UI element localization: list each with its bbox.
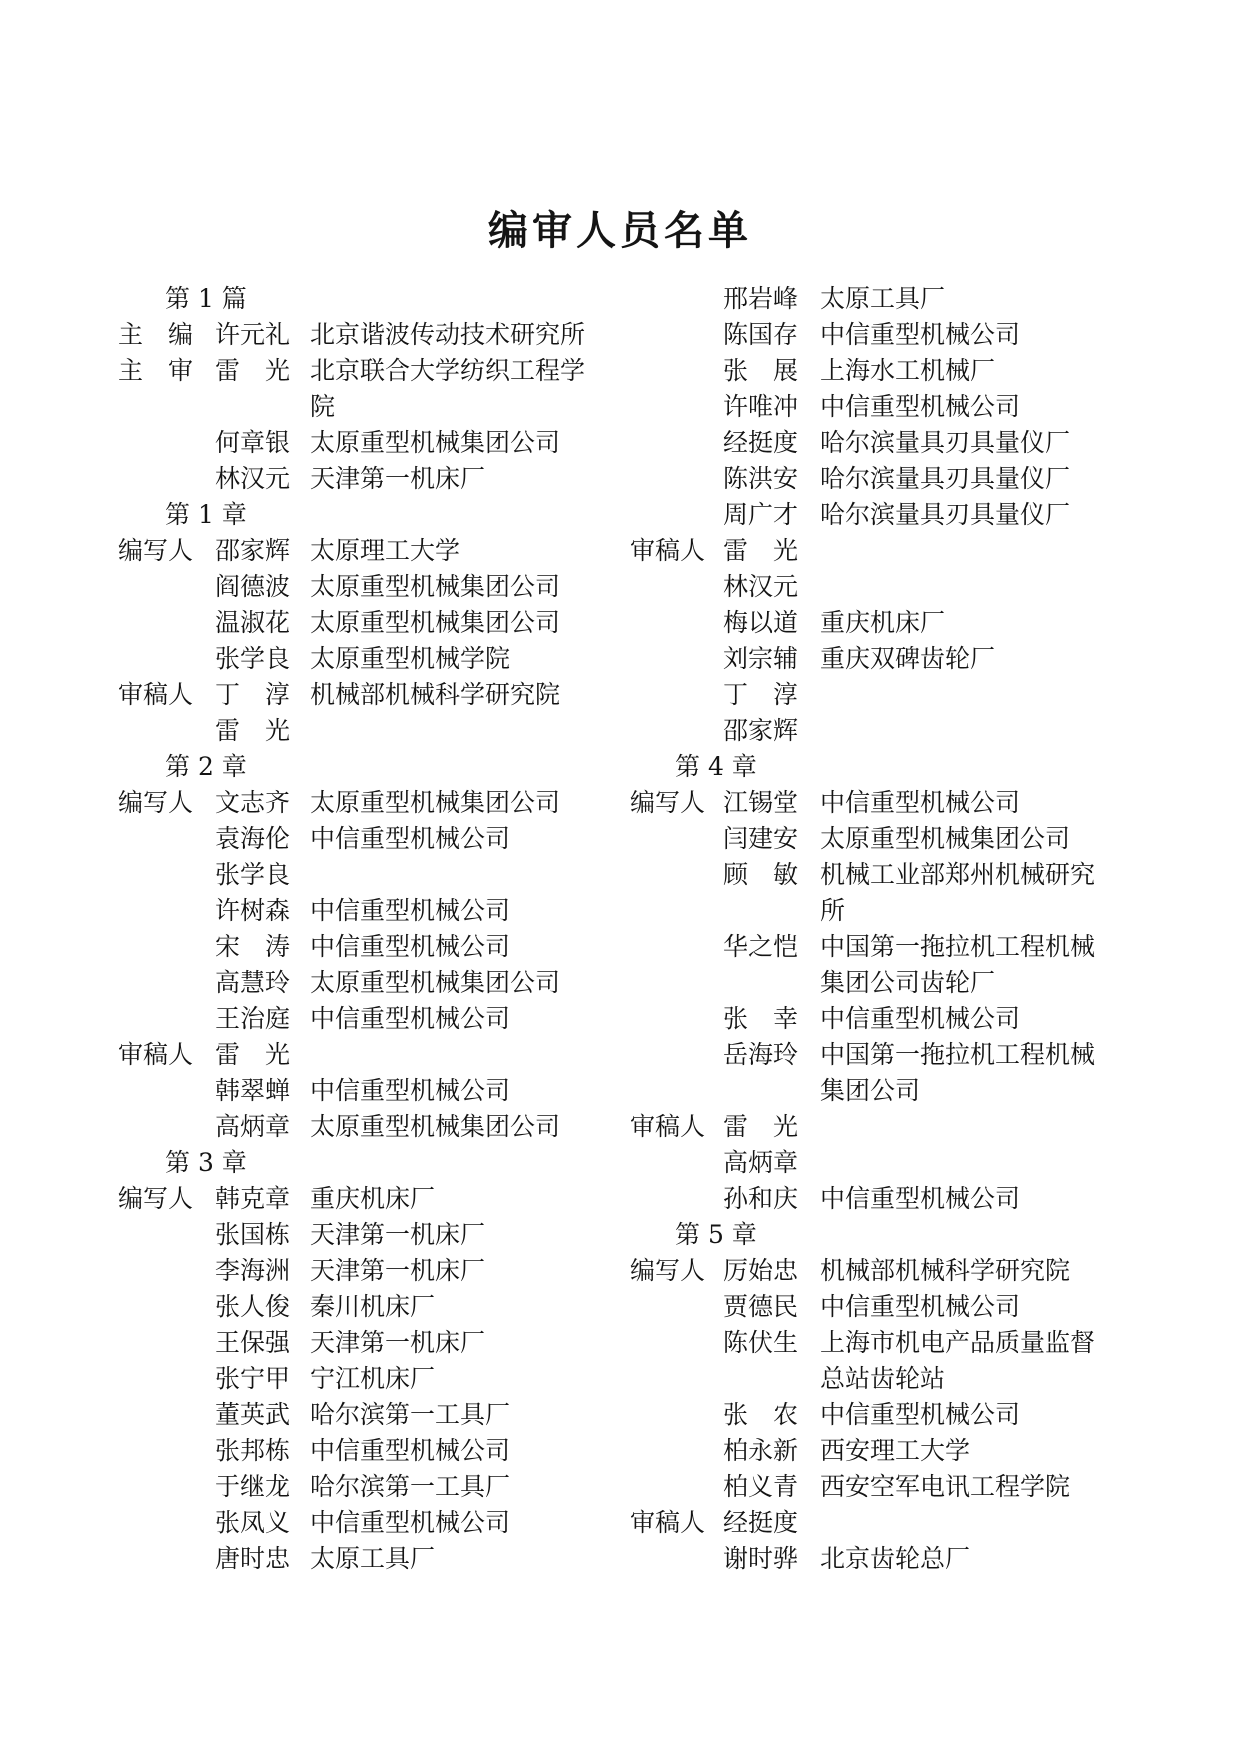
role-label bbox=[118, 461, 215, 497]
person-name: 雷 光 bbox=[723, 1112, 799, 1141]
role-label: 审稿人 bbox=[118, 1040, 194, 1069]
role-label bbox=[118, 389, 215, 425]
person-row bbox=[630, 1289, 1135, 1325]
role-label bbox=[118, 569, 215, 605]
role-label bbox=[630, 1001, 723, 1037]
person-row bbox=[118, 1541, 600, 1577]
role-label bbox=[118, 641, 215, 677]
person-name: 袁海伦 bbox=[215, 824, 291, 853]
organization: 秦川机床厂 bbox=[310, 1292, 436, 1321]
person-row bbox=[630, 389, 1135, 425]
role-label bbox=[630, 857, 723, 893]
person-row bbox=[630, 533, 1135, 569]
person-row bbox=[118, 1397, 600, 1433]
person-name: 许树森 bbox=[215, 896, 291, 925]
person-name: 柏义青 bbox=[723, 1472, 799, 1501]
person-name: 张国栋 bbox=[215, 1220, 291, 1249]
organization: 太原重型机械集团公司 bbox=[310, 1112, 561, 1141]
organization: 重庆双碑齿轮厂 bbox=[820, 644, 996, 673]
role-label bbox=[118, 1469, 215, 1505]
organization: 中信重型机械公司 bbox=[820, 788, 1021, 817]
person-name: 林汉元 bbox=[215, 464, 291, 493]
person-name: 韩翠蝉 bbox=[215, 1076, 291, 1105]
person-name: 张凤义 bbox=[215, 1508, 291, 1537]
person-row bbox=[118, 1505, 600, 1541]
role-label bbox=[630, 1397, 723, 1433]
person-name: 周广才 bbox=[723, 500, 799, 529]
person-row bbox=[630, 1253, 1135, 1289]
person-row bbox=[118, 1469, 600, 1505]
person-row bbox=[630, 1145, 1135, 1181]
role-label bbox=[118, 1217, 215, 1253]
organization: 上海水工机械厂 bbox=[820, 356, 996, 385]
organization bbox=[820, 1505, 1135, 1541]
person-row bbox=[630, 1109, 1135, 1145]
organization bbox=[820, 569, 1135, 605]
person-name: 邵家辉 bbox=[215, 536, 291, 565]
organization: 院 bbox=[310, 392, 336, 421]
person-row bbox=[630, 497, 1135, 533]
person-row bbox=[118, 641, 600, 677]
person-row bbox=[118, 1433, 600, 1469]
organization: 太原工具厂 bbox=[820, 284, 946, 313]
left-column bbox=[118, 281, 600, 1577]
person-row bbox=[118, 965, 600, 1001]
organization: 太原重型机械集团公司 bbox=[820, 824, 1071, 853]
chapter-heading: 第 4 章 bbox=[675, 752, 757, 781]
person-row bbox=[118, 1037, 600, 1073]
organization: 天津第一机床厂 bbox=[310, 464, 486, 493]
person-row bbox=[630, 281, 1135, 317]
role-label bbox=[118, 1253, 215, 1289]
role-label bbox=[118, 857, 215, 893]
person-row bbox=[630, 605, 1135, 641]
organization: 太原重型机械集团公司 bbox=[310, 788, 561, 817]
person-name: 柏永新 bbox=[723, 1436, 799, 1465]
person-row bbox=[630, 317, 1135, 353]
role-label bbox=[630, 353, 723, 389]
role-label bbox=[630, 317, 723, 353]
person-name bbox=[723, 893, 820, 929]
organization bbox=[820, 1109, 1135, 1145]
person-row bbox=[630, 1469, 1135, 1505]
role-label bbox=[118, 1541, 215, 1577]
organization: 中信重型机械公司 bbox=[310, 824, 511, 853]
person-row bbox=[630, 1433, 1135, 1469]
person-row bbox=[118, 317, 600, 353]
person-row bbox=[630, 461, 1135, 497]
role-label bbox=[118, 1073, 215, 1109]
role-label bbox=[630, 569, 723, 605]
role-label bbox=[630, 461, 723, 497]
person-row bbox=[118, 1001, 600, 1037]
organization: 天津第一机床厂 bbox=[310, 1220, 486, 1249]
person-name: 唐时忠 bbox=[215, 1544, 291, 1573]
person-name: 丁 淳 bbox=[215, 680, 291, 709]
organization: 西安空军电讯工程学院 bbox=[820, 1472, 1071, 1501]
person-name: 雷 光 bbox=[215, 1040, 291, 1069]
person-name: 顾 敏 bbox=[723, 860, 799, 889]
person-row bbox=[630, 1505, 1135, 1541]
organization: 太原重型机械集团公司 bbox=[310, 968, 561, 997]
role-label bbox=[630, 677, 723, 713]
organization: 集团公司 bbox=[820, 1076, 921, 1105]
person-row bbox=[630, 821, 1135, 857]
role-label bbox=[630, 893, 723, 929]
role-label bbox=[630, 425, 723, 461]
person-row bbox=[118, 713, 600, 749]
person-row bbox=[630, 1541, 1135, 1577]
organization: 北京联合大学纺织工程学 bbox=[310, 356, 586, 385]
role-label bbox=[118, 1361, 215, 1397]
organization: 机械部机械科学研究院 bbox=[310, 680, 561, 709]
person-name: 董英武 bbox=[215, 1400, 291, 1429]
organization: 所 bbox=[820, 896, 846, 925]
organization: 天津第一机床厂 bbox=[310, 1256, 486, 1285]
person-name: 经挺度 bbox=[723, 1508, 799, 1537]
role-label bbox=[630, 965, 723, 1001]
role-label bbox=[630, 389, 723, 425]
organization: 哈尔滨量具刃具量仪厂 bbox=[820, 500, 1071, 529]
person-row bbox=[630, 965, 1135, 1001]
right-column bbox=[630, 281, 1135, 1577]
person-row bbox=[630, 425, 1135, 461]
organization: 中国第一拖拉机工程机械 bbox=[820, 1040, 1096, 1069]
role-label bbox=[118, 1433, 215, 1469]
person-row bbox=[118, 569, 600, 605]
person-name bbox=[723, 965, 820, 1001]
person-row bbox=[118, 821, 600, 857]
person-row bbox=[630, 1181, 1135, 1217]
person-row bbox=[630, 1037, 1135, 1073]
person-name: 王治庭 bbox=[215, 1004, 291, 1033]
organization: 哈尔滨量具刃具量仪厂 bbox=[820, 428, 1071, 457]
person-name: 张宁甲 bbox=[215, 1364, 291, 1393]
person-row bbox=[118, 677, 600, 713]
chapter-heading: 第 2 章 bbox=[165, 752, 247, 781]
person-name: 林汉元 bbox=[723, 572, 799, 601]
person-name bbox=[723, 1361, 820, 1397]
role-label: 审稿人 bbox=[630, 536, 706, 565]
role-label bbox=[118, 1289, 215, 1325]
person-name: 许元礼 bbox=[215, 320, 291, 349]
chapter-heading: 第 1 章 bbox=[165, 500, 247, 529]
person-name: 陈伏生 bbox=[723, 1328, 799, 1357]
person-row bbox=[630, 1361, 1135, 1397]
role-label bbox=[118, 929, 215, 965]
person-row bbox=[118, 1073, 600, 1109]
person-name: 温淑花 bbox=[215, 608, 291, 637]
organization: 中信重型机械公司 bbox=[820, 1400, 1021, 1429]
role-label bbox=[630, 1289, 723, 1325]
person-row bbox=[118, 389, 600, 425]
person-name: 何章银 bbox=[215, 428, 291, 457]
person-row bbox=[118, 1109, 600, 1145]
organization: 中信重型机械公司 bbox=[310, 896, 511, 925]
person-name: 高炳章 bbox=[723, 1148, 799, 1177]
person-name: 宋 涛 bbox=[215, 932, 291, 961]
role-label bbox=[630, 497, 723, 533]
organization: 机械工业部郑州机械研究 bbox=[820, 860, 1096, 889]
organization bbox=[310, 713, 600, 749]
person-name: 高炳章 bbox=[215, 1112, 291, 1141]
person-name: 梅以道 bbox=[723, 608, 799, 637]
role-label: 主 编 bbox=[118, 320, 194, 349]
organization: 重庆机床厂 bbox=[310, 1184, 436, 1213]
role-label bbox=[630, 1361, 723, 1397]
role-label bbox=[118, 1397, 215, 1433]
organization: 哈尔滨量具刃具量仪厂 bbox=[820, 464, 1071, 493]
chapter-heading: 第 5 章 bbox=[675, 1220, 757, 1249]
person-row bbox=[118, 533, 600, 569]
person-row bbox=[118, 425, 600, 461]
role-label: 编写人 bbox=[118, 788, 194, 817]
person-name: 张 幸 bbox=[723, 1004, 799, 1033]
person-name: 陈洪安 bbox=[723, 464, 799, 493]
person-row bbox=[630, 353, 1135, 389]
person-row bbox=[118, 353, 600, 389]
person-row bbox=[630, 1325, 1135, 1361]
person-row bbox=[630, 569, 1135, 605]
role-label bbox=[118, 1505, 215, 1541]
organization: 中信重型机械公司 bbox=[310, 1076, 511, 1105]
organization: 中信重型机械公司 bbox=[310, 1508, 511, 1537]
role-label bbox=[630, 281, 723, 317]
role-label: 审稿人 bbox=[630, 1112, 706, 1141]
person-row bbox=[118, 1181, 600, 1217]
role-label bbox=[630, 1325, 723, 1361]
person-row bbox=[630, 641, 1135, 677]
person-row bbox=[630, 785, 1135, 821]
organization: 哈尔滨第一工具厂 bbox=[310, 1400, 511, 1429]
role-label bbox=[630, 1181, 723, 1217]
organization: 哈尔滨第一工具厂 bbox=[310, 1472, 511, 1501]
organization: 中信重型机械公司 bbox=[310, 1436, 511, 1465]
organization: 重庆机床厂 bbox=[820, 608, 946, 637]
role-label: 编写人 bbox=[630, 788, 706, 817]
person-name: 雷 光 bbox=[723, 536, 799, 565]
role-label bbox=[118, 1325, 215, 1361]
organization: 太原工具厂 bbox=[310, 1544, 436, 1573]
role-label bbox=[118, 965, 215, 1001]
organization: 太原重型机械集团公司 bbox=[310, 572, 561, 601]
organization: 上海市机电产品质量监督 bbox=[820, 1328, 1096, 1357]
organization: 太原重型机械集团公司 bbox=[310, 608, 561, 637]
organization: 北京谐波传动技术研究所 bbox=[310, 320, 586, 349]
person-name: 孙和庆 bbox=[723, 1184, 799, 1213]
person-row bbox=[630, 1073, 1135, 1109]
organization: 中信重型机械公司 bbox=[820, 1004, 1021, 1033]
person-name: 张 展 bbox=[723, 356, 799, 385]
person-name: 高慧玲 bbox=[215, 968, 291, 997]
chapter-heading: 第 3 章 bbox=[165, 1148, 247, 1177]
person-name: 张学良 bbox=[215, 860, 291, 889]
person-name: 谢时骅 bbox=[723, 1544, 799, 1573]
person-name: 江锡堂 bbox=[723, 788, 799, 817]
organization: 中信重型机械公司 bbox=[310, 1004, 511, 1033]
person-name: 文志齐 bbox=[215, 788, 291, 817]
person-row bbox=[118, 1217, 600, 1253]
role-label bbox=[630, 1037, 723, 1073]
role-label bbox=[630, 929, 723, 965]
person-name: 张人俊 bbox=[215, 1292, 291, 1321]
organization: 中信重型机械公司 bbox=[820, 1184, 1021, 1213]
person-name: 张 农 bbox=[723, 1400, 799, 1429]
person-name: 阎德波 bbox=[215, 572, 291, 601]
person-row bbox=[118, 605, 600, 641]
organization: 西安理工大学 bbox=[820, 1436, 971, 1465]
person-name: 韩克章 bbox=[215, 1184, 291, 1213]
role-label bbox=[118, 893, 215, 929]
organization bbox=[820, 1145, 1135, 1181]
role-label: 编写人 bbox=[118, 1184, 194, 1213]
person-name: 王保强 bbox=[215, 1328, 291, 1357]
organization: 中信重型机械公司 bbox=[310, 932, 511, 961]
person-name: 张邦栋 bbox=[215, 1436, 291, 1465]
role-label: 编写人 bbox=[630, 1256, 706, 1285]
person-name: 陈国存 bbox=[723, 320, 799, 349]
organization bbox=[310, 1037, 600, 1073]
chapter-heading: 第 1 篇 bbox=[165, 284, 247, 313]
person-name: 张学良 bbox=[215, 644, 291, 673]
organization bbox=[310, 857, 600, 893]
person-row bbox=[630, 1001, 1135, 1037]
role-label bbox=[630, 1541, 723, 1577]
person-row bbox=[118, 1253, 600, 1289]
person-name: 李海洲 bbox=[215, 1256, 291, 1285]
person-name: 丁 淳 bbox=[723, 680, 799, 709]
organization: 北京齿轮总厂 bbox=[820, 1544, 971, 1573]
role-label: 审稿人 bbox=[630, 1508, 706, 1537]
role-label bbox=[630, 605, 723, 641]
role-label: 编写人 bbox=[118, 536, 194, 565]
role-label bbox=[118, 605, 215, 641]
person-name: 于继龙 bbox=[215, 1472, 291, 1501]
organization: 太原重型机械学院 bbox=[310, 644, 511, 673]
organization: 机械部机械科学研究院 bbox=[820, 1256, 1071, 1285]
person-row bbox=[118, 1289, 600, 1325]
person-row bbox=[630, 1397, 1135, 1433]
role-label: 主 审 bbox=[118, 356, 194, 385]
role-label bbox=[118, 713, 215, 749]
role-label bbox=[630, 821, 723, 857]
role-label bbox=[630, 713, 723, 749]
organization: 中信重型机械公司 bbox=[820, 320, 1021, 349]
person-name: 雷 光 bbox=[215, 356, 291, 385]
person-row bbox=[630, 677, 1135, 713]
person-name: 邵家辉 bbox=[723, 716, 799, 745]
organization: 总站齿轮站 bbox=[820, 1364, 946, 1393]
role-label bbox=[630, 1073, 723, 1109]
role-label bbox=[118, 821, 215, 857]
person-row bbox=[630, 857, 1135, 893]
person-row bbox=[630, 893, 1135, 929]
organization: 中信重型机械公司 bbox=[820, 1292, 1021, 1321]
person-row bbox=[118, 929, 600, 965]
person-name: 岳海玲 bbox=[723, 1040, 799, 1069]
organization: 中信重型机械公司 bbox=[820, 392, 1021, 421]
organization: 天津第一机床厂 bbox=[310, 1328, 486, 1357]
page-title: 编审人员名单 bbox=[488, 207, 752, 254]
person-row bbox=[118, 857, 600, 893]
role-label bbox=[630, 1433, 723, 1469]
person-name: 邢岩峰 bbox=[723, 284, 799, 313]
role-label bbox=[630, 1469, 723, 1505]
organization: 宁江机床厂 bbox=[310, 1364, 436, 1393]
person-row bbox=[630, 713, 1135, 749]
person-row bbox=[118, 785, 600, 821]
person-name: 许唯冲 bbox=[723, 392, 799, 421]
person-name: 闫建安 bbox=[723, 824, 799, 853]
person-name: 刘宗辅 bbox=[723, 644, 799, 673]
organization: 太原重型机械集团公司 bbox=[310, 428, 561, 457]
person-name bbox=[215, 389, 310, 425]
person-name: 贾德民 bbox=[723, 1292, 799, 1321]
role-label bbox=[118, 425, 215, 461]
role-label bbox=[118, 1001, 215, 1037]
organization bbox=[820, 533, 1135, 569]
person-name: 经挺度 bbox=[723, 428, 799, 457]
person-name: 华之恺 bbox=[723, 932, 799, 961]
role-label bbox=[630, 1145, 723, 1181]
role-label bbox=[118, 1109, 215, 1145]
person-name: 厉始忠 bbox=[723, 1256, 799, 1285]
person-row bbox=[118, 893, 600, 929]
person-row bbox=[118, 1361, 600, 1397]
organization bbox=[820, 713, 1135, 749]
person-row bbox=[118, 1325, 600, 1361]
person-row bbox=[630, 929, 1135, 965]
role-label bbox=[630, 641, 723, 677]
role-label: 审稿人 bbox=[118, 680, 194, 709]
organization: 中国第一拖拉机工程机械 bbox=[820, 932, 1096, 961]
organization: 太原理工大学 bbox=[310, 536, 461, 565]
organization: 集团公司齿轮厂 bbox=[820, 968, 996, 997]
person-name: 雷 光 bbox=[215, 716, 291, 745]
organization bbox=[820, 677, 1135, 713]
person-name bbox=[723, 1073, 820, 1109]
person-row bbox=[118, 461, 600, 497]
